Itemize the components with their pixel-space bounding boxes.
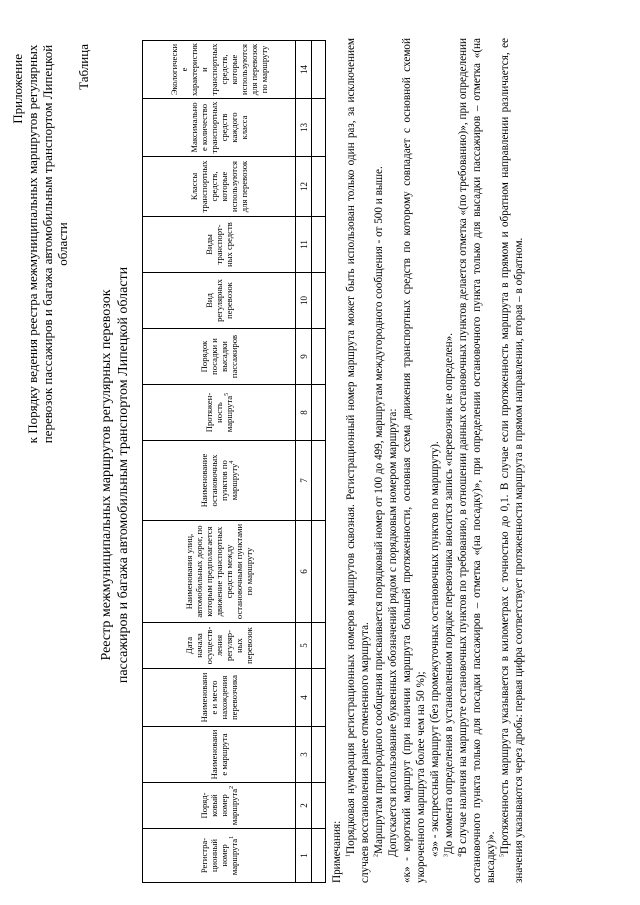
empty-cell bbox=[312, 783, 326, 829]
title-line-2: пассажиров и багажа автомобильным транспортом Липецкой области bbox=[116, 266, 131, 684]
column-number: 11 bbox=[296, 217, 312, 273]
table-header-row bbox=[143, 41, 296, 883]
note-5: $^5$Протяженность маршрута указывается в километрах с точностью до 0,1. В случае если протяженность маршрута в прямом и обратном направлении различается, ее значения указываются через дробь: первая цифра соответствует протяженности маршрута в прямом направлении, вторая – в обратном. bbox=[499, 38, 525, 883]
empty-cell bbox=[312, 157, 326, 217]
header-cell: Поряд-ковый номер маршрута$^2$ bbox=[143, 783, 296, 829]
header-cell: Наименование и место нахождения перевозчика bbox=[143, 669, 296, 727]
column-number: 1 bbox=[296, 829, 312, 883]
note-4: $^4$В случае наличия на маршруте остановочных пунктов по требованию, в отношении данных остановочных пунктов делается отметка «(по требованию)», при определении остановочного пункта только для посадки пассажиров – отметка «(на посадку)», при определении остановочного пункта только для высадки пассажиров – отметка «(на высадку)». bbox=[457, 38, 497, 883]
document-title bbox=[98, 195, 132, 755]
column-number: 6 bbox=[296, 521, 312, 623]
header-cell: Наименования улиц, автомобильных дорог, по которым предполагается движение транспортных средств между остановочными пунктами по маршруту bbox=[143, 521, 296, 623]
empty-cell bbox=[312, 329, 326, 385]
table-label: Таблица bbox=[76, 44, 91, 90]
header-cell: Наименование остановочных пунктов по маршруту$^4$ bbox=[143, 441, 296, 521]
empty-data-row bbox=[312, 41, 326, 883]
appendix-reference: к Порядку ведения реестра межмуниципальных маршрутов регулярных перевозок пассажиров и багажа автомобильным транспортом Липецкой области bbox=[25, 44, 70, 444]
header-cell: Максимальное количество транспортных средств каждого класса bbox=[143, 99, 296, 157]
header-cell: Дата начала осуществ-ления регуляр-ных перевозок bbox=[143, 623, 296, 669]
header-cell: Наименование маршрута bbox=[143, 727, 296, 783]
column-number: 7 bbox=[296, 441, 312, 521]
empty-cell bbox=[312, 669, 326, 727]
registry-table bbox=[142, 40, 326, 883]
empty-cell bbox=[312, 41, 326, 99]
appendix-title: Приложение bbox=[10, 54, 25, 124]
empty-cell bbox=[312, 217, 326, 273]
column-number: 2 bbox=[296, 783, 312, 829]
empty-cell bbox=[312, 99, 326, 157]
header-cell: Экологические характеристики транспортных средств, которые используются для перевозок по маршруту bbox=[143, 41, 296, 99]
header-cell: Регистра-ционный номер маршрута$^1$ bbox=[143, 829, 296, 883]
note-2: $^2$Маршрутам пригородного сообщения присваивается порядковый номер от 100 до 499, маршрутам междугородного сообщения - от 500 и выше. bbox=[373, 166, 385, 857]
column-number: 12 bbox=[296, 157, 312, 217]
empty-cell bbox=[312, 441, 326, 521]
appendix-header bbox=[10, 44, 70, 444]
empty-cell bbox=[312, 521, 326, 623]
column-number: 4 bbox=[296, 669, 312, 727]
note-letter-k: «к» - короткий маршрут (при наличии маршрута большей протяженности, основная схема движения транспортных средств по которому совпадает с основной схемой укороченного маршрута более чем на 50 %); bbox=[401, 38, 427, 883]
note-1: $^1$Порядковая нумерация регистрационных номеров маршрутов сквозная. Регистрационный номер маршрута может быть использован только один раз, за исключением случаев восстановления ранее отмененного маршрута. bbox=[345, 38, 371, 883]
title-line-1: Реестр межмуниципальных маршрутов регулярных перевозок bbox=[99, 289, 114, 661]
note-letter-e: «э» - экспрессный маршрут (без промежуточных остановочных пунктов по маршруту). bbox=[429, 441, 441, 857]
note-3: $^3$До момента определения в установленном порядке перевозчика вносится запись «перевозчик не определен». bbox=[443, 333, 455, 857]
column-number: 5 bbox=[296, 623, 312, 669]
column-number: 10 bbox=[296, 273, 312, 329]
column-number: 13 bbox=[296, 99, 312, 157]
header-cell: Порядок посадки и высадки пассажиров bbox=[143, 329, 296, 385]
empty-cell bbox=[312, 273, 326, 329]
column-number-row bbox=[296, 41, 312, 883]
note-2-letters: Допускается использование буквенных обозначений рядом с порядковым номером маршрута: bbox=[387, 408, 399, 857]
column-number: 8 bbox=[296, 385, 312, 441]
notes-section bbox=[330, 38, 526, 883]
notes-heading: Примечания: bbox=[331, 820, 343, 883]
header-cell: Виды транспорт-ных средств bbox=[143, 217, 296, 273]
column-number: 9 bbox=[296, 329, 312, 385]
column-number: 3 bbox=[296, 727, 312, 783]
header-cell: Протяжен-ность маршрута$^5$ bbox=[143, 385, 296, 441]
header-cell: Вид регулярных перевозок bbox=[143, 273, 296, 329]
header-cell: Классы транспортных средств, которые используются для перевозок bbox=[143, 157, 296, 217]
empty-cell bbox=[312, 727, 326, 783]
empty-cell bbox=[312, 385, 326, 441]
empty-cell bbox=[312, 623, 326, 669]
column-number: 14 bbox=[296, 41, 312, 99]
empty-cell bbox=[312, 829, 326, 883]
